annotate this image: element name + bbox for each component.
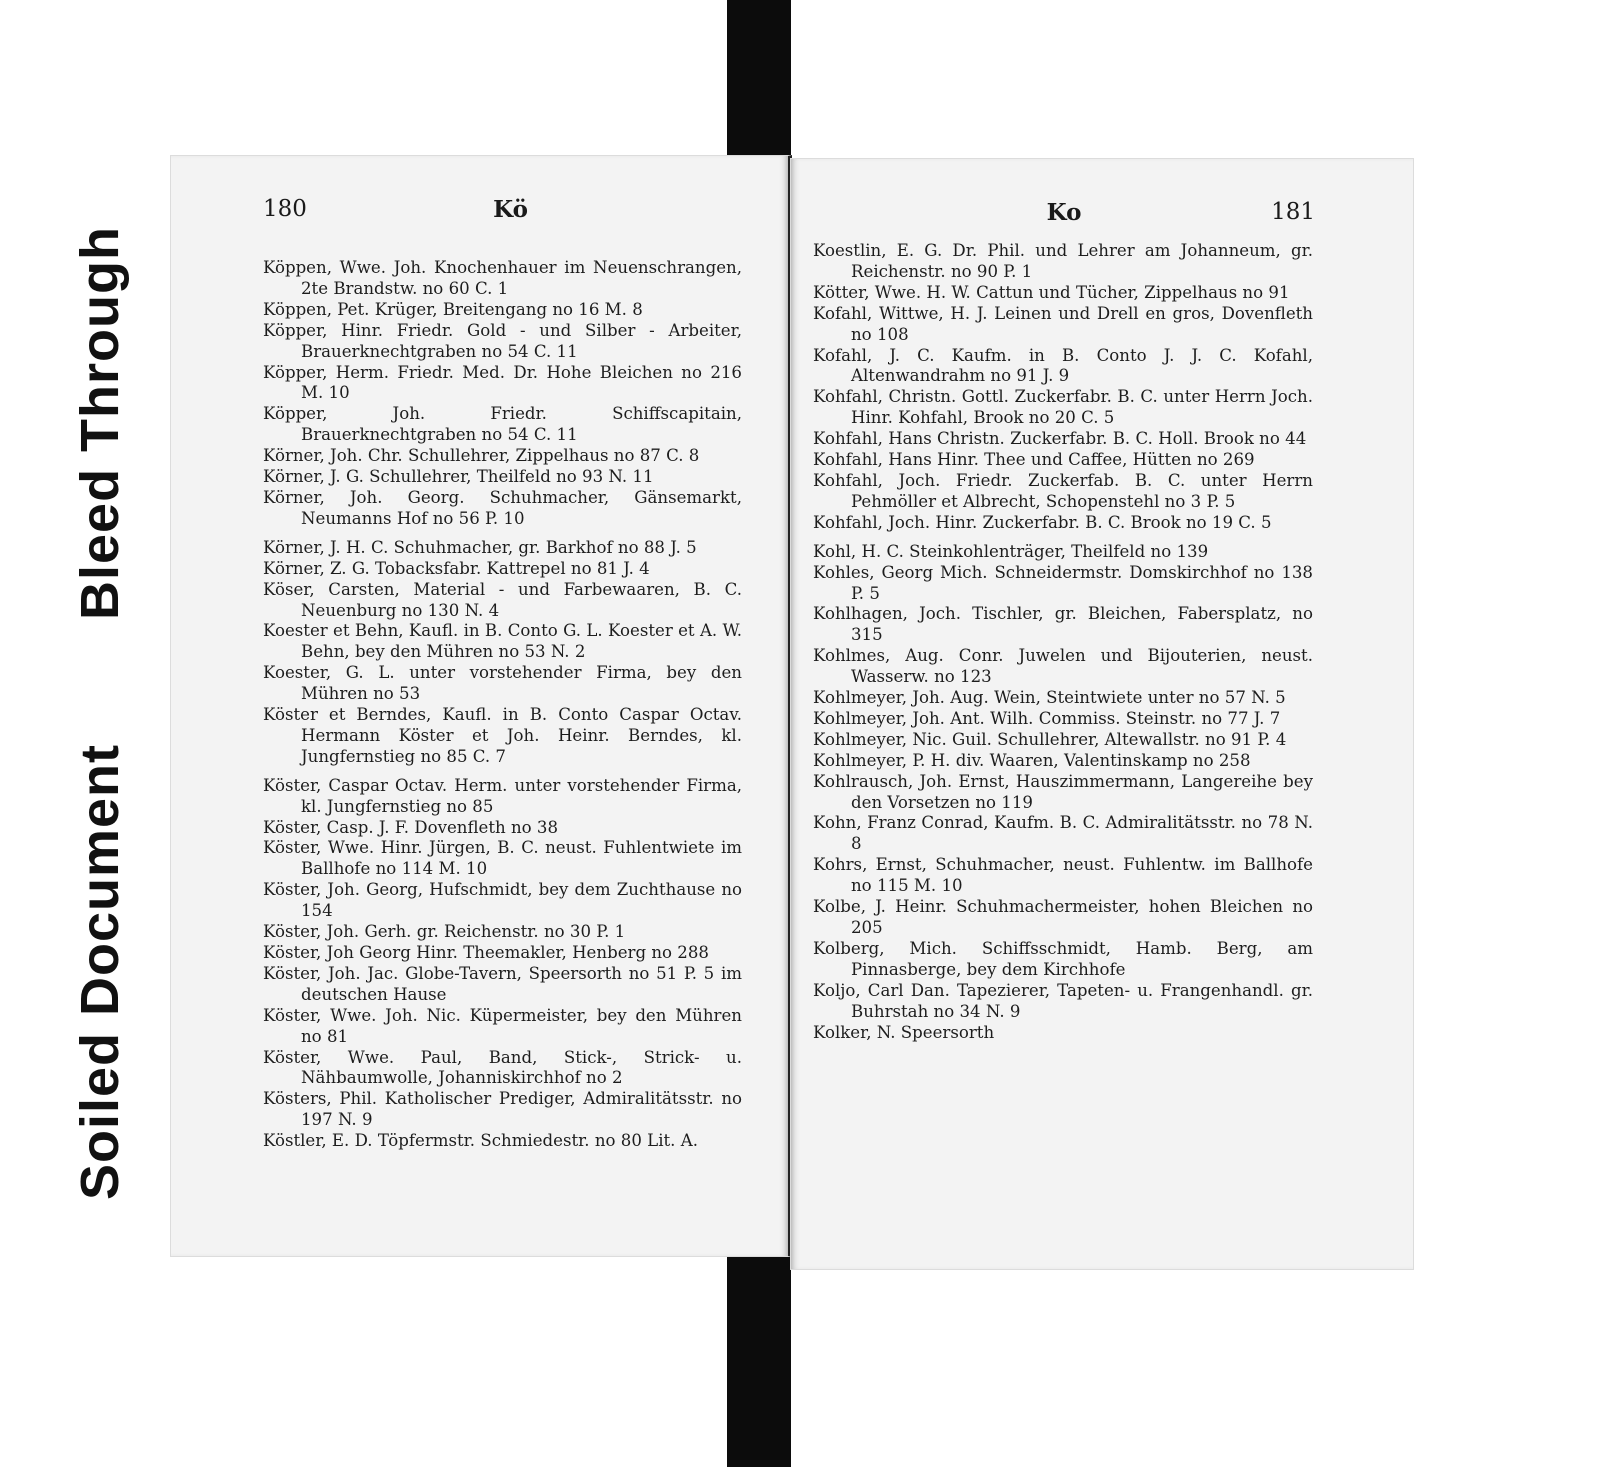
directory-entry: Kohfahl, Hans Christn. Zuckerfabr. B. C. Holl. Brook no 44 <box>813 429 1307 449</box>
directory-entry: Koester, G. L. unter vorstehender Firma, bey den Mühren no 53 <box>263 663 742 704</box>
right-page <box>790 158 1414 1270</box>
directory-entry: Köppen, Wwe. Joh. Knochenhauer im Neuenschrangen, 2te Brandstw. no 60 C. 1 <box>263 258 742 298</box>
directory-entry: Kohl, H. C. Steinkohlenträger, Theilfeld no 139 <box>813 541 1209 561</box>
book-spine-top <box>727 0 791 165</box>
left-page-header-row <box>263 196 758 232</box>
directory-entry: Köster, Wwe. Joh. Nic. Küpermeister, bey den Mühren no 81 <box>263 1005 742 1046</box>
right-page-number: 181 <box>1271 199 1315 225</box>
directory-entry: Köser, Carsten, Material - und Farbewaaren, B. C. Neuenburg no 130 N. 4 <box>263 579 742 620</box>
directory-entry: Koestlin, E. G. Dr. Phil. und Lehrer am Johanneum, gr. Reichenstr. no 90 P. 1 <box>813 241 1313 281</box>
directory-entry: Körner, Z. G. Tobacksfabr. Kattrepel no 81 J. 4 <box>263 558 650 578</box>
soiled-document-label: Soiled Document <box>70 743 130 1201</box>
directory-entry: Kofahl, J. C. Kaufm. in B. Conto J. J. C. Kofahl, Altenwandrahm no 91 J. 9 <box>813 345 1313 386</box>
directory-entry: Köstler, E. D. Töpfermstr. Schmiedestr. no 80 Lit. A. <box>263 1131 698 1151</box>
directory-entry: Kohn, Franz Conrad, Kaufm. B. C. Admiralitätsstr. no 78 N. 8 <box>813 813 1313 854</box>
directory-entry: Kofahl, Wittwe, H. J. Leinen und Drell en gros, Dovenfleth no 108 <box>813 303 1313 344</box>
directory-entry: Kohfahl, Joch. Hinr. Zuckerfabr. B. C. Brook no 19 C. 5 <box>813 512 1272 532</box>
right-directory-entries <box>813 241 1313 1043</box>
left-page <box>170 155 792 1257</box>
directory-entry: Körner, Joh. Chr. Schullehrer, Zippelhaus no 87 C. 8 <box>263 446 700 466</box>
directory-entry: Köppen, Pet. Krüger, Breitengang no 16 M. 8 <box>263 299 643 319</box>
directory-entry: Koljo, Carl Dan. Tapezierer, Tapeten- u. Frangenhandl. gr. Buhrstah no 34 N. 9 <box>813 980 1313 1021</box>
directory-entry: Köpper, Hinr. Friedr. Gold - und Silber - Arbeiter, Brauerknechtgraben no 54 C. 11 <box>263 320 742 361</box>
directory-entry: Köster, Joh. Gerh. gr. Reichenstr. no 30 P. 1 <box>263 922 626 942</box>
directory-entry: Kösters, Phil. Katholischer Prediger, Admiralitätsstr. no 197 N. 9 <box>263 1089 742 1130</box>
book-spine-bottom <box>727 1252 791 1467</box>
directory-entry: Köster, Joh Georg Hinr. Theemakler, Henberg no 288 <box>263 943 709 962</box>
directory-entry: Köster et Berndes, Kaufl. in B. Conto Caspar Octav. Hermann Köster et Joh. Heinr. Berndes, kl. Jungfernstieg no 85 C. 7 <box>263 705 742 766</box>
left-directory-entries <box>263 258 742 1152</box>
directory-entry: Kohlmeyer, Nic. Guil. Schullehrer, Altewallstr. no 91 P. 4 <box>813 729 1287 749</box>
directory-entry: Kohlmeyer, Joh. Aug. Wein, Steintwiete unter no 57 N. 5 <box>813 688 1286 708</box>
bleed-through-label: Bleed Through <box>70 226 130 620</box>
directory-entry: Koester et Behn, Kaufl. in B. Conto G. L. Koester et A. W. Behn, bey den Mühren no 53 N. 2 <box>263 621 742 662</box>
directory-entry: Kohles, Georg Mich. Schneidermstr. Domskirchhof no 138 P. 5 <box>813 562 1313 603</box>
directory-entry: Körner, J. G. Schullehrer, Theilfeld no 93 N. 11 <box>263 467 654 487</box>
directory-entry: Kolberg, Mich. Schiffsschmidt, Hamb. Berg, am Pinnasberge, bey dem Kirchhofe <box>813 938 1313 979</box>
directory-entry: Körner, J. H. C. Schuhmacher, gr. Barkhof no 88 J. 5 <box>263 537 697 557</box>
directory-entry: Kolbe, J. Heinr. Schuhmachermeister, hohen Bleichen no 205 <box>813 897 1313 937</box>
directory-entry: Köster, Wwe. Paul, Band, Stick-, Strick- u. Nähbaumwolle, Johanniskirchhof no 2 <box>263 1047 742 1088</box>
directory-entry: Kohlmeyer, P. H. div. Waaren, Valentinskamp no 258 <box>813 750 1251 770</box>
soiled-document-stamp <box>50 702 150 1242</box>
directory-entry: Köster, Wwe. Hinr. Jürgen, B. C. neust. Fuhlentwiete im Ballhofe no 114 M. 10 <box>263 838 742 879</box>
directory-entry: Kötter, Wwe. H. W. Cattun und Tücher, Zippelhaus no 91 <box>813 282 1290 302</box>
bleed-through-stamp <box>50 178 150 668</box>
directory-entry: Köpper, Joh. Friedr. Schiffscapitain, Brauerknechtgraben no 54 C. 11 <box>263 404 742 445</box>
directory-entry: Kohlmes, Aug. Conr. Juwelen und Bijouterien, neust. Wasserw. no 123 <box>813 646 1313 687</box>
directory-entry: Kohfahl, Hans Hinr. Thee und Caffee, Hütten no 269 <box>813 450 1255 470</box>
directory-entry: Kohfahl, Christn. Gottl. Zuckerfabr. B. C. unter Herrn Joch. Hinr. Kohfahl, Brook no 20 C. 5 <box>813 387 1313 428</box>
left-page-header: Kö <box>493 196 528 223</box>
directory-entry: Köster, Caspar Octav. Herm. unter vorstehender Firma, kl. Jungfernstieg no 85 <box>263 775 742 816</box>
directory-entry: Kohlhagen, Joch. Tischler, gr. Bleichen, Fabersplatz, no 315 <box>813 604 1313 645</box>
right-page-header-row <box>813 199 1315 235</box>
right-page-header: Ko <box>1046 199 1082 226</box>
directory-entry: Köpper, Herm. Friedr. Med. Dr. Hohe Bleichen no 216 M. 10 <box>263 362 742 403</box>
directory-entry: Körner, Joh. Georg. Schuhmacher, Gänsemarkt, Neumanns Hof no 56 P. 10 <box>263 487 742 528</box>
directory-entry: Köster, Casp. J. F. Dovenfleth no 38 <box>263 817 559 837</box>
directory-entry: Kohlrausch, Joh. Ernst, Hauszimmermann, Langereihe bey den Vorsetzen no 119 <box>813 771 1313 812</box>
directory-entry: Kolker, N. Speersorth <box>813 1022 995 1042</box>
left-page-number: 180 <box>263 196 307 222</box>
directory-entry: Köster, Joh. Georg, Hufschmidt, bey dem Zuchthause no 154 <box>263 880 742 921</box>
directory-entry: Kohrs, Ernst, Schuhmacher, neust. Fuhlentw. im Ballhofe no 115 M. 10 <box>813 855 1313 896</box>
directory-entry: Kohlmeyer, Joh. Ant. Wilh. Commiss. Steinstr. no 77 J. 7 <box>813 708 1281 728</box>
directory-entry: Kohfahl, Joch. Friedr. Zuckerfab. B. C. unter Herrn Pehmöller et Albrecht, Schopenstehl no 3 P. 5 <box>813 470 1313 511</box>
directory-entry: Köster, Joh. Jac. Globe-Tavern, Speersorth no 51 P. 5 im deutschen Hause <box>263 963 742 1004</box>
